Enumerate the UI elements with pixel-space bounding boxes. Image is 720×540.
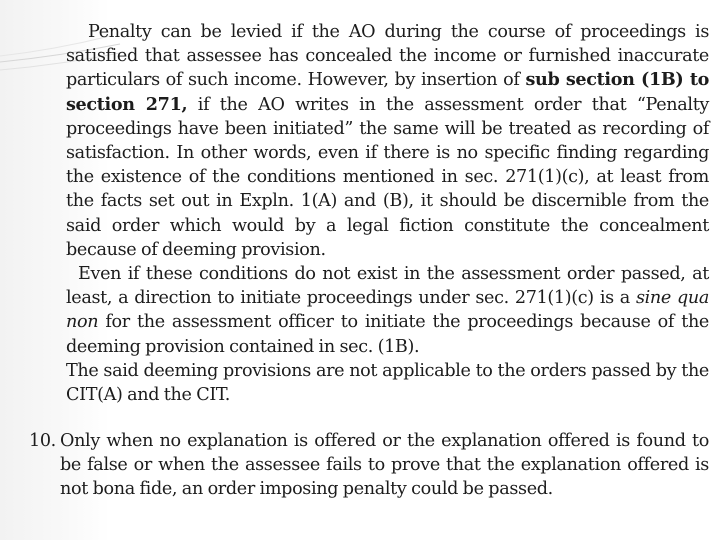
para1-text-end: if the AO writes in the assessment order that “Penalty proceedings have been initiated” the same will be treated as recording of satisfaction. In other words, even if there is no specific finding regarding the existence of the conditions mentioned in sec. 271(1)(c), at least from the facts set out in Expln. 1(A) and (B), it should be discernible from the said order which would by a legal fiction constitute the concealment because of deeming provision. — [66, 94, 710, 260]
para1-text-start: Penalty can be levied if the AO during the course of proceedings is satisfied that assessee has concealed the income or furnished inaccurate particulars of such income. However, by insertion of — [66, 22, 709, 91]
paragraph-deeming-provisions: The said deeming provisions are not applicable to the orders passed by the CIT(A) and the CIT. — [66, 360, 709, 406]
list-item-text: Only when no explanation is offered or the explanation offered is found to be false or when the assessee fails to prove that the explanation offered is not bona fide, an order imposing penalty could be passed. — [60, 431, 709, 500]
para2-text-end: for the assessment officer to initiate the proceedings because of the deeming provision contained in sec. (1B). — [66, 312, 709, 357]
list-item-10 — [29, 429, 709, 502]
para2-italic-term: sine qua non — [66, 288, 709, 333]
para1-bold-section: sub section (1B) to section 271, — [66, 69, 709, 115]
paragraph-penalty-levied — [66, 20, 709, 262]
para2-text-start: Even if these conditions do not exist in the assessment order passed, at least, a direction to initiate proceedings under sec. 271(1)(c) is a — [66, 264, 709, 309]
paragraph-conditions — [66, 262, 709, 359]
list-item-number: 10. — [29, 431, 56, 451]
body-text — [66, 20, 709, 407]
